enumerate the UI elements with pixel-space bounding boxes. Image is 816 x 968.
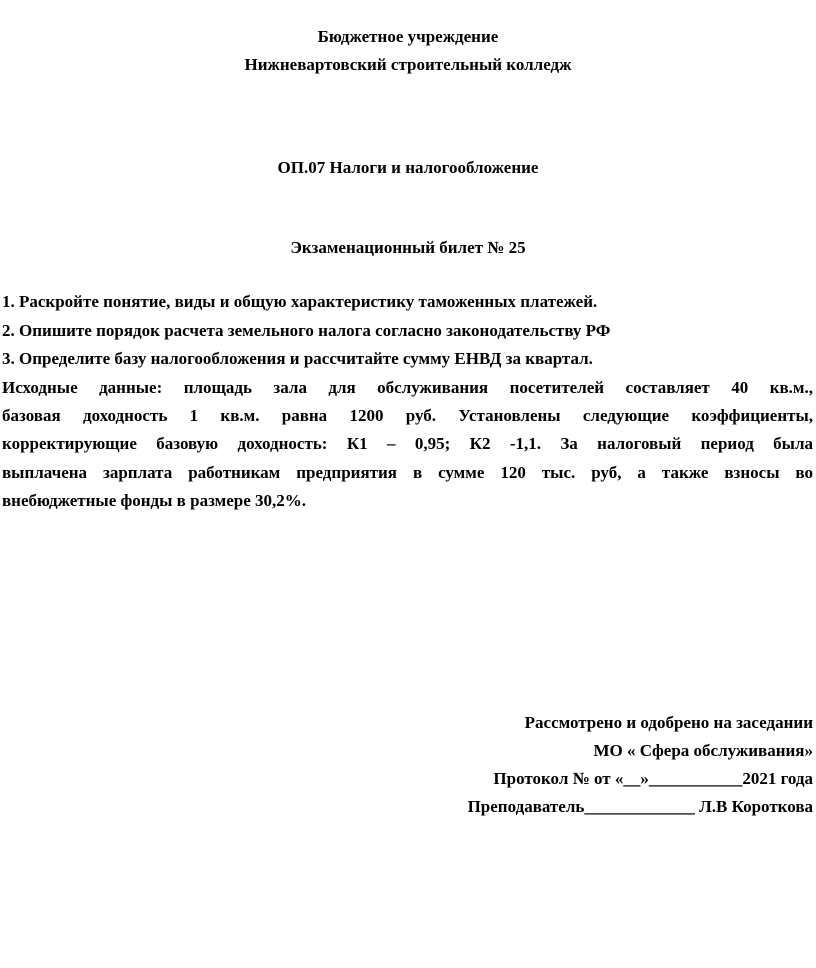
approval-teacher-line: Преподаватель_____________ Л.В Короткова	[467, 797, 813, 816]
approval-protocol-line: Протокол № от «__»___________2021 года	[493, 769, 813, 788]
source-data-line-1: Исходные данные: площадь зала для обслуживания посетителей составляет 40 кв.м.,	[2, 378, 813, 397]
source-data-line-4: выплачена зарплата работникам предприятия в сумме 120 тыс. руб, а также взносы во	[2, 463, 813, 482]
approval-line-1: Рассмотрено и одобрено на заседании	[524, 713, 813, 732]
source-data-line-3: корректирующие базовую доходность: К1 – 0,95; К2 -1,1. За налоговый период была	[2, 434, 813, 453]
question-3: 3. Определите базу налогообложения и рассчитайте сумму ЕНВД за квартал.	[2, 349, 593, 368]
question-2: 2. Опишите порядок расчета земельного налога согласно законодательству РФ	[2, 321, 611, 340]
source-data-line-5: внебюджетные фонды в размере 30,2%.	[2, 491, 307, 510]
subject-title: ОП.07 Налоги и налогообложение	[277, 158, 539, 177]
approval-line-2: МО « Сфера обслуживания»	[593, 741, 813, 760]
source-data-line-2: базовая доходность 1 кв.м. равна 1200 руб. Установлены следующие коэффициенты,	[2, 406, 813, 425]
college-name: Нижневартовский строительный колледж	[244, 55, 572, 74]
institution-type: Бюджетное учреждение	[317, 27, 499, 46]
ticket-title: Экзаменационный билет № 25	[290, 238, 526, 257]
question-1: 1. Раскройте понятие, виды и общую характеристику таможенных платежей.	[2, 292, 598, 311]
